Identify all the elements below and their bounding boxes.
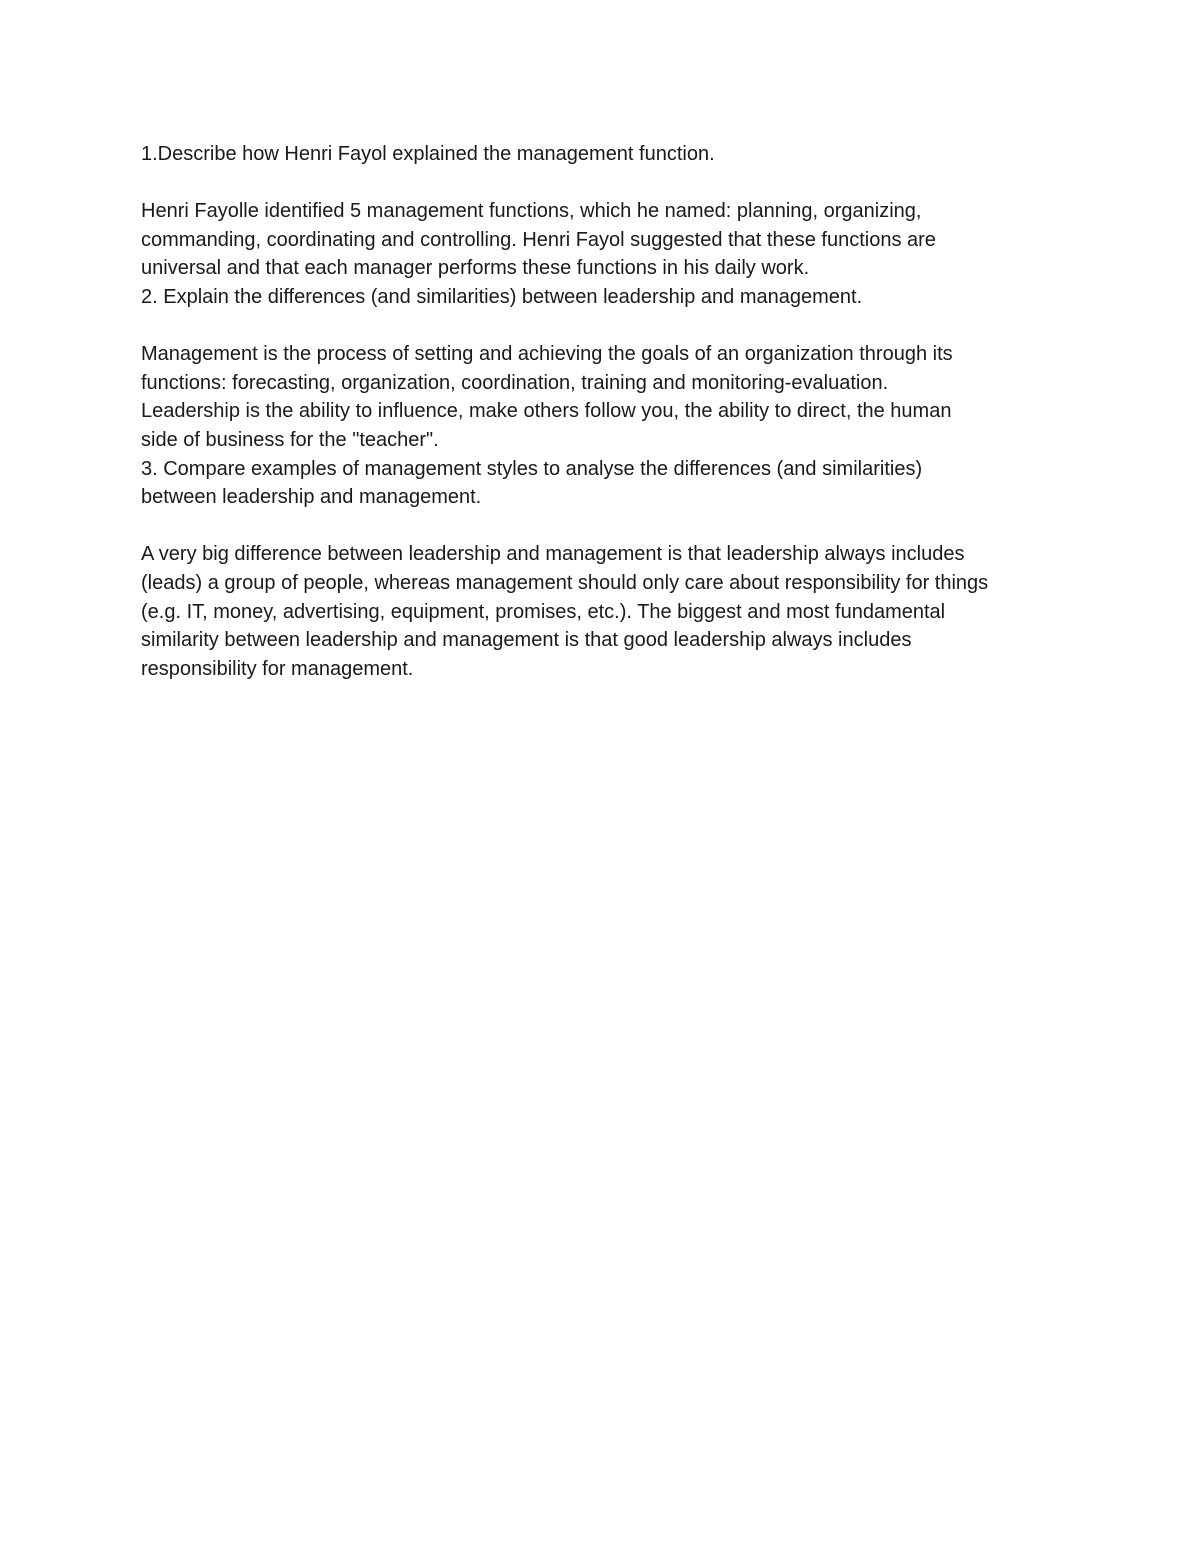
text-line: 2. Explain the differences (and similarities) between leadership and management.	[141, 285, 863, 308]
text-line: (e.g. IT, money, advertising, equipment, promises, etc.). The biggest and most fundamental	[141, 600, 946, 623]
text-line: (leads) a group of people, whereas management should only care about responsibility for things	[141, 571, 989, 594]
text-line: Management is the process of setting and achieving the goals of an organization through its	[141, 343, 953, 366]
answer-3	[141, 540, 1071, 683]
text-line: 3. Compare examples of management styles to analyse the differences (and similarities)	[141, 457, 923, 480]
question-3	[141, 455, 1071, 512]
question-2	[141, 283, 1071, 312]
answer-2	[141, 340, 1071, 454]
text-line: responsibility for management.	[141, 657, 414, 680]
question-1	[141, 140, 1071, 169]
text-line: Henri Fayolle identified 5 management functions, which he named: planning, organizing,	[141, 200, 922, 223]
answer-1	[141, 197, 1071, 283]
document-body	[141, 140, 1071, 683]
text-line: similarity between leadership and management is that good leadership always includes	[141, 629, 912, 652]
text-line: universal and that each manager performs these functions in his daily work.	[141, 257, 810, 280]
text-line: Leadership is the ability to influence, make others follow you, the ability to direct, the human	[141, 400, 952, 423]
text-line: commanding, coordinating and controlling. Henri Fayol suggested that these functions are	[141, 228, 936, 251]
text-line: between leadership and management.	[141, 486, 482, 509]
text-line: functions: forecasting, organization, coordination, training and monitoring-evaluation.	[141, 371, 889, 394]
paragraph-gap	[141, 312, 1071, 341]
text-line: side of business for the "teacher".	[141, 428, 439, 451]
text-line: A very big difference between leadership and management is that leadership always includes	[141, 543, 965, 566]
paragraph-gap	[141, 512, 1071, 541]
text-line: 1.Describe how Henri Fayol explained the management function.	[141, 143, 715, 165]
paragraph-gap	[141, 169, 1071, 198]
